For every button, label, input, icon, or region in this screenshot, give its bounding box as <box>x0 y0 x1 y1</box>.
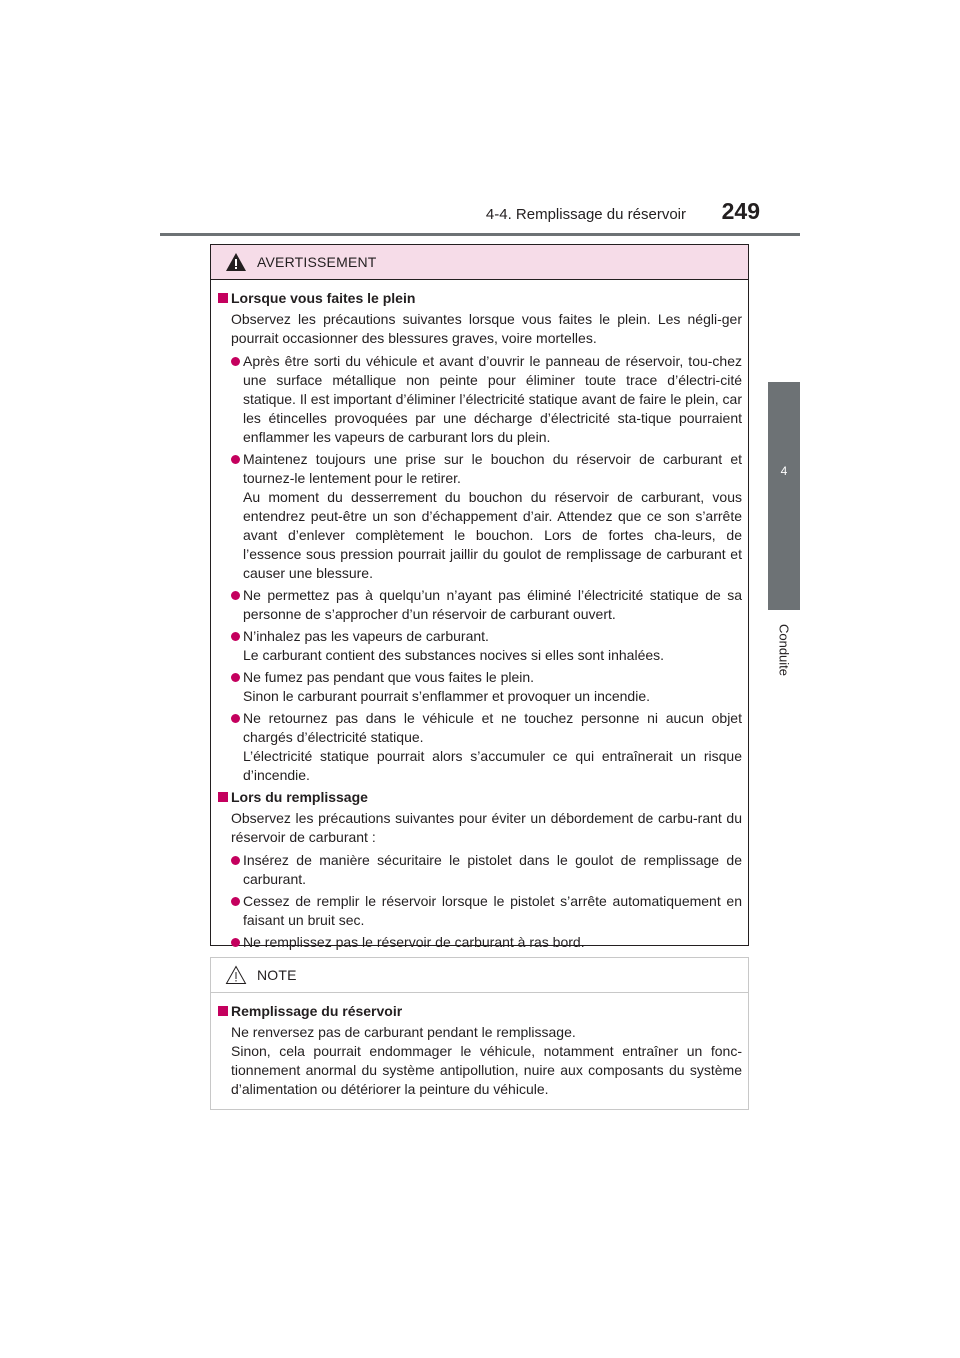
circle-bullet-icon <box>231 632 240 641</box>
circle-bullet-icon <box>231 455 240 464</box>
list-item: Ne remplissez pas le réservoir de carburant à ras bord. <box>217 933 742 952</box>
list-item: Cessez de remplir le réservoir lorsque le pistolet s’arrête automatiquement en faisant un bruit sec. <box>217 892 742 930</box>
header-divider <box>160 233 800 236</box>
list-item: Maintenez toujours une prise sur le bouchon du réservoir de carburant et tournez-le lentement pour le retirer. Au moment du desserrement du bouchon du réservoir de carburant, vous entendrez peut-être un son d’échappement d’air. Attendez que ce son s’arrête avant d’enlever complètement le bouchon. Lors de fortes cha-leurs, de l’essence sous pression pourrait jaillir du goulot de remplissage de carburant et causer une blessure. <box>217 450 742 583</box>
warning-box <box>210 244 749 950</box>
warning-body <box>211 279 748 955</box>
note-body <box>211 992 748 1103</box>
section-intro: Ne renversez pas de carburant pendant le remplissage. Sinon, cela pourrait endommager le véhicule, notamment entraîner un fonc-tionnement anormal du système antipollution, nuire aux composants du système d’alimentation ou détériorer la peinture du véhicule. <box>231 1024 742 1097</box>
chapter-tab <box>768 382 800 610</box>
chapter-label-text: Conduite <box>776 623 792 677</box>
circle-bullet-icon <box>231 357 240 366</box>
circle-bullet-icon <box>231 591 240 600</box>
caution-triangle-outline-icon <box>225 965 247 985</box>
page-number: 249 <box>721 198 760 224</box>
circle-bullet-icon <box>231 938 240 947</box>
list-item: Ne fumez pas pendant que vous faites le plein. Sinon le carburant pourrait s’enflammer et provoquer un incendie. <box>217 668 742 706</box>
section-intro: Observez les précautions suivantes lorsque vous faites le plein. Les négli-ger pourrait occasionner des blessures graves, voire mortelles. <box>231 311 742 346</box>
note-header <box>211 958 748 993</box>
list-item: Après être sorti du véhicule et avant d’ouvrir le panneau de réservoir, tou-chez une surface métallique non peinte pour éliminer toute trace d’électri-cité statique. Il est important d’éliminer l’électricité statique avant de faire le plein, car les étincelles provoquées par une décharge d’électricité sta-tique pourraient enflammer les vapeurs de carburant lors du plein. <box>217 352 742 447</box>
section-title: 4-4. Remplissage du réservoir <box>485 206 686 223</box>
section-heading: Lorsque vous faites le plein <box>217 289 742 308</box>
list-item: Insérez de manière sécuritaire le pistolet dans le goulot de remplissage de carburant. <box>217 851 742 889</box>
section-heading: Lors du remplissage <box>217 788 742 807</box>
list-item: N’inhalez pas les vapeurs de carburant. Le carburant contient des substances nocives si elles sont inhalées. <box>217 627 742 665</box>
square-bullet-icon <box>218 1006 228 1016</box>
warning-triangle-icon <box>225 252 247 272</box>
warning-header <box>211 245 748 280</box>
note-box <box>210 957 749 1110</box>
warning-label: AVERTISSEMENT <box>257 254 377 270</box>
list-item: Ne retournez pas dans le véhicule et ne touchez personne ni aucun objet chargés d’électricité statique. L’électricité statique pourrait alors s’accumuler ce qui entraînerait un risque d’incendie. <box>217 709 742 785</box>
square-bullet-icon <box>218 293 228 303</box>
section-intro: Observez les précautions suivantes pour éviter un débordement de carbu-rant du réservoir de carburant : <box>231 810 742 845</box>
square-bullet-icon <box>218 792 228 802</box>
circle-bullet-icon <box>231 714 240 723</box>
chapter-label <box>770 620 798 680</box>
circle-bullet-icon <box>231 856 240 865</box>
circle-bullet-icon <box>231 897 240 906</box>
section-heading: Remplissage du réservoir <box>217 1002 742 1021</box>
note-label: NOTE <box>257 967 297 983</box>
list-item: Ne permettez pas à quelqu’un n’ayant pas éliminé l’électricité statique de sa personne de s’approcher d’un réservoir de carburant ouvert. <box>217 586 742 624</box>
chapter-number: 4 <box>780 464 788 478</box>
circle-bullet-icon <box>231 673 240 682</box>
